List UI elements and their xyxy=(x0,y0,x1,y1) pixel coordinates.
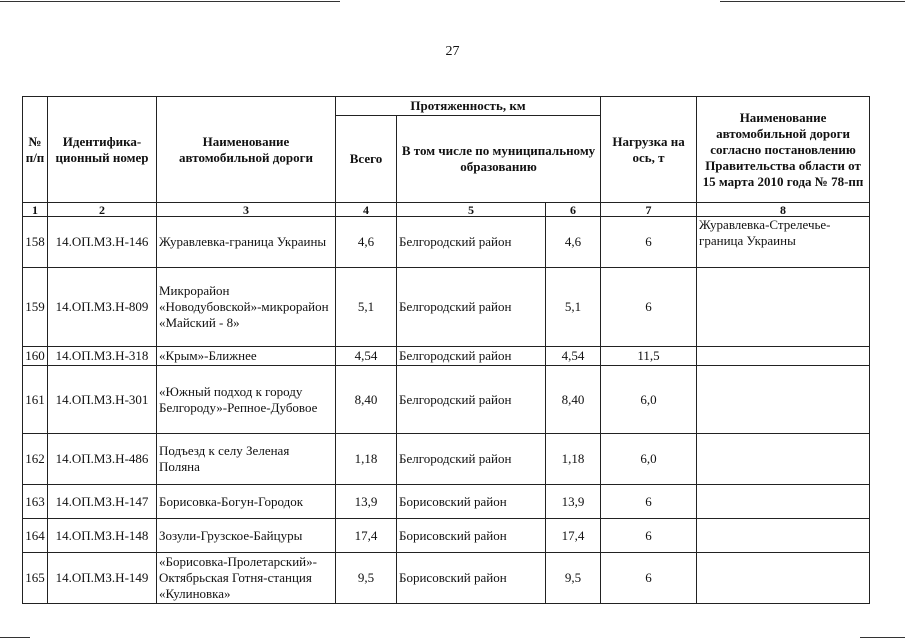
cell-id: 14.ОП.МЗ.Н-147 xyxy=(48,485,157,519)
cell-num: 162 xyxy=(23,434,48,485)
cell-road-name: Зозули-Грузское-Байцуры xyxy=(157,519,336,553)
cell-id: 14.ОП.МЗ.Н-318 xyxy=(48,347,157,366)
cell-id: 14.ОП.МЗ.Н-149 xyxy=(48,553,157,604)
cell-district-length: 17,4 xyxy=(546,519,601,553)
header-road-name: Наименование автомобильной дороги xyxy=(157,97,336,203)
cell-district: Белгородский район xyxy=(397,217,546,268)
cell-resolution-name xyxy=(697,268,870,347)
cell-num: 159 xyxy=(23,268,48,347)
cell-total: 4,54 xyxy=(336,347,397,366)
header-axle-load: Нагрузка на ось, т xyxy=(601,97,697,203)
cell-district: Белгородский район xyxy=(397,268,546,347)
column-number: 7 xyxy=(601,203,697,217)
column-number: 1 xyxy=(23,203,48,217)
cell-num: 165 xyxy=(23,553,48,604)
cell-district: Белгородский район xyxy=(397,366,546,434)
cell-id: 14.ОП.МЗ.Н-809 xyxy=(48,268,157,347)
cell-id: 14.ОП.МЗ.Н-146 xyxy=(48,217,157,268)
column-numbers-row xyxy=(23,203,870,217)
cell-district: Белгородский район xyxy=(397,347,546,366)
cell-resolution-name xyxy=(697,347,870,366)
table-row xyxy=(23,268,870,347)
cell-num: 160 xyxy=(23,347,48,366)
column-number: 2 xyxy=(48,203,157,217)
cell-district: Борисовский район xyxy=(397,553,546,604)
cell-num: 158 xyxy=(23,217,48,268)
column-number: 5 xyxy=(397,203,546,217)
cell-num: 161 xyxy=(23,366,48,434)
cell-resolution-name xyxy=(697,553,870,604)
cell-district-length: 9,5 xyxy=(546,553,601,604)
cell-axle-load: 11,5 xyxy=(601,347,697,366)
table-row xyxy=(23,217,870,268)
cell-axle-load: 6,0 xyxy=(601,366,697,434)
cell-road-name: «Крым»-Ближнее xyxy=(157,347,336,366)
cell-axle-load: 6 xyxy=(601,217,697,268)
scan-artifact-top-right xyxy=(720,1,905,2)
cell-resolution-name xyxy=(697,485,870,519)
cell-road-name: Подъезд к селу Зеленая Поляна xyxy=(157,434,336,485)
cell-resolution-name xyxy=(697,519,870,553)
header-municipal: В том числе по муниципальному образованию xyxy=(397,116,601,203)
cell-axle-load: 6,0 xyxy=(601,434,697,485)
table-row xyxy=(23,553,870,604)
table-row xyxy=(23,519,870,553)
header-num: № п/п xyxy=(23,97,48,203)
cell-axle-load: 6 xyxy=(601,519,697,553)
column-number: 3 xyxy=(157,203,336,217)
cell-total: 4,6 xyxy=(336,217,397,268)
header-resolution-name: Наименование автомобильной дороги согласно постановлению Правительства области от 15 марта 2010 года № 78-пп xyxy=(697,97,870,203)
header-id: Идентифика-ционный номер xyxy=(48,97,157,203)
cell-num: 164 xyxy=(23,519,48,553)
cell-road-name: Борисовка-Богун-Городок xyxy=(157,485,336,519)
cell-district: Борисовский район xyxy=(397,485,546,519)
table-row xyxy=(23,347,870,366)
cell-road-name: Журавлевка-граница Украины xyxy=(157,217,336,268)
cell-road-name: «Борисовка-Пролетарский»-Октябрьская Готня-станция «Кулиновка» xyxy=(157,553,336,604)
header-total: Всего xyxy=(336,116,397,203)
table-row xyxy=(23,485,870,519)
cell-district-length: 4,54 xyxy=(546,347,601,366)
cell-district-length: 13,9 xyxy=(546,485,601,519)
cell-total: 9,5 xyxy=(336,553,397,604)
cell-road-name: «Южный подход к городу Белгороду»-Репное-Дубовое xyxy=(157,366,336,434)
cell-total: 1,18 xyxy=(336,434,397,485)
cell-id: 14.ОП.МЗ.Н-148 xyxy=(48,519,157,553)
cell-num: 163 xyxy=(23,485,48,519)
cell-road-name: Микрорайон «Новодубовской»-микрорайон «Майский - 8» xyxy=(157,268,336,347)
cell-total: 17,4 xyxy=(336,519,397,553)
table-row xyxy=(23,434,870,485)
header-length-group: Протяженность, км xyxy=(336,97,601,116)
cell-axle-load: 6 xyxy=(601,268,697,347)
page-number: 27 xyxy=(445,44,460,59)
cell-district: Белгородский район xyxy=(397,434,546,485)
scan-artifact-top-left xyxy=(0,1,340,2)
cell-district-length: 1,18 xyxy=(546,434,601,485)
cell-resolution-name xyxy=(697,366,870,434)
scan-artifact-bottom-left xyxy=(0,637,30,638)
scan-artifact-bottom-right xyxy=(860,637,905,638)
cell-total: 5,1 xyxy=(336,268,397,347)
cell-district: Борисовский район xyxy=(397,519,546,553)
cell-resolution-name xyxy=(697,434,870,485)
column-number: 4 xyxy=(336,203,397,217)
cell-district-length: 4,6 xyxy=(546,217,601,268)
header-row-1 xyxy=(23,97,870,116)
cell-axle-load: 6 xyxy=(601,553,697,604)
column-number: 8 xyxy=(697,203,870,217)
cell-id: 14.ОП.МЗ.Н-486 xyxy=(48,434,157,485)
cell-resolution-name: Журавлевка-Стрелечье-граница Украины xyxy=(697,217,870,268)
cell-total: 13,9 xyxy=(336,485,397,519)
cell-district-length: 5,1 xyxy=(546,268,601,347)
roads-table xyxy=(22,96,870,604)
cell-id: 14.ОП.МЗ.Н-301 xyxy=(48,366,157,434)
column-number: 6 xyxy=(546,203,601,217)
cell-total: 8,40 xyxy=(336,366,397,434)
table-row xyxy=(23,366,870,434)
cell-district-length: 8,40 xyxy=(546,366,601,434)
cell-axle-load: 6 xyxy=(601,485,697,519)
